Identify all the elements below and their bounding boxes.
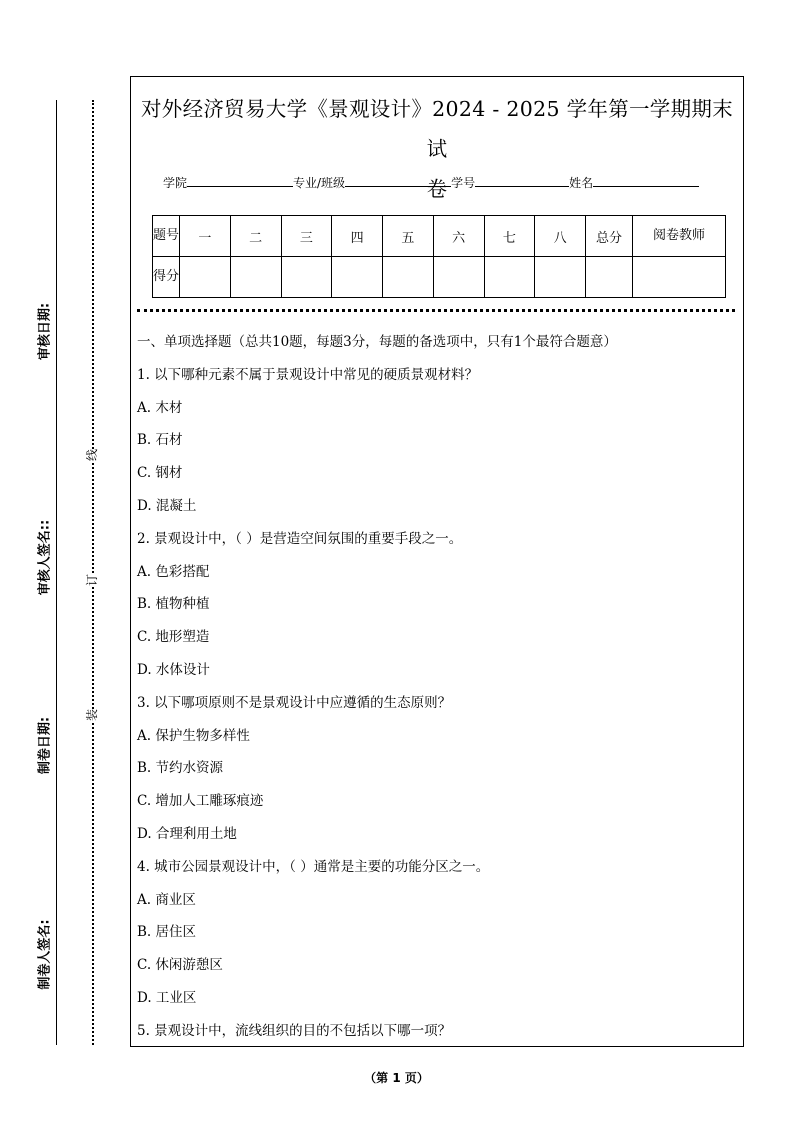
q4-option-a: A. 商业区 xyxy=(137,891,196,908)
reviewer-sign-label: 审核人签名:: xyxy=(37,519,53,596)
major-class-field[interactable] xyxy=(345,174,451,187)
col-8: 八 xyxy=(535,216,586,257)
col-5: 五 xyxy=(383,216,434,257)
exam-title xyxy=(131,89,743,209)
q1-option-b: B. 石材 xyxy=(137,432,183,449)
q2-option-b: B. 植物种植 xyxy=(137,596,210,613)
score-label: 得分 xyxy=(153,257,180,298)
question-2: 2. 景观设计中，（ ）是营造空间氛围的重要手段之一。 xyxy=(137,530,463,547)
score-table-score-row xyxy=(153,257,726,298)
q3-option-a: A. 保护生物多样性 xyxy=(137,727,250,744)
q1-option-a: A. 木材 xyxy=(137,399,183,416)
margin-line-left xyxy=(56,100,57,1045)
q3-option-c: C. 增加人工雕琢痕迹 xyxy=(137,793,264,810)
margin-dotted-line xyxy=(92,100,94,1045)
binding-mark-order: 订 xyxy=(85,573,100,587)
col-7: 七 xyxy=(484,216,535,257)
page-number: （第 1 页） xyxy=(364,1071,429,1085)
score-cell-6[interactable] xyxy=(433,257,484,298)
score-cell-3[interactable] xyxy=(281,257,332,298)
q3-option-b: B. 节约水资源 xyxy=(137,760,224,777)
question-number-label: 题号 xyxy=(153,216,180,257)
exam-frame xyxy=(130,76,744,1047)
q4-option-d: D. 工业区 xyxy=(137,989,197,1006)
q2-option-a: A. 色彩搭配 xyxy=(137,563,210,580)
col-4: 四 xyxy=(332,216,383,257)
score-cell-5[interactable] xyxy=(383,257,434,298)
student-id-field[interactable] xyxy=(475,174,569,187)
score-cell-total[interactable] xyxy=(586,257,633,298)
q1-option-c: C. 钢材 xyxy=(137,465,183,482)
section-divider xyxy=(137,309,735,312)
maker-date-label: 制卷日期: xyxy=(37,716,53,775)
name-field[interactable] xyxy=(593,174,699,187)
score-table xyxy=(152,215,726,298)
score-cell-1[interactable] xyxy=(180,257,231,298)
exam-title-line1: 对外经济贸易大学《景观设计》2024 - 2025 学年第一学期期末试 xyxy=(140,97,734,161)
q2-option-c: C. 地形塑造 xyxy=(137,629,210,646)
name-label: 姓名 xyxy=(569,176,594,190)
question-5: 5. 景观设计中，流线组织的目的不包括以下哪一项？ xyxy=(137,1022,452,1039)
q2-option-d: D. 水体设计 xyxy=(137,661,210,678)
score-cell-grader[interactable] xyxy=(633,257,726,298)
exam-title-line2: 卷 xyxy=(426,177,448,201)
binding-mark-line: 线 xyxy=(85,448,100,462)
question-section xyxy=(137,330,737,1052)
student-info-row xyxy=(163,174,699,191)
score-cell-7[interactable] xyxy=(484,257,535,298)
student-id-label: 学号 xyxy=(451,176,476,190)
reviewer-date-label: 审核日期: xyxy=(37,302,53,361)
score-cell-4[interactable] xyxy=(332,257,383,298)
score-cell-8[interactable] xyxy=(535,257,586,298)
score-cell-2[interactable] xyxy=(230,257,281,298)
col-3: 三 xyxy=(281,216,332,257)
q3-option-d: D. 合理利用土地 xyxy=(137,825,237,842)
question-3: 3. 以下哪项原则不是景观设计中应遵循的生态原则？ xyxy=(137,694,452,711)
col-2: 二 xyxy=(230,216,281,257)
q1-option-d: D. 混凝土 xyxy=(137,497,197,514)
score-table-header-row xyxy=(153,216,726,257)
q4-option-c: C. 休闲游憩区 xyxy=(137,957,223,974)
college-label: 学院 xyxy=(163,176,188,190)
binding-mark-bind: 装 xyxy=(85,708,100,722)
maker-sign-label: 制卷人签名: xyxy=(37,919,53,990)
col-total: 总分 xyxy=(586,216,633,257)
question-4: 4. 城市公园景观设计中，（ ）通常是主要的功能分区之一。 xyxy=(137,858,490,875)
question-1: 1. 以下哪种元素不属于景观设计中常见的硬质景观材料？ xyxy=(137,366,479,383)
college-field[interactable] xyxy=(187,174,293,187)
col-grader: 阅卷教师 xyxy=(633,216,726,257)
major-class-label: 专业/班级 xyxy=(293,176,346,190)
section-heading: 一、单项选择题（总共10题，每题3分，每题的备选项中，只有1个最符合题意） xyxy=(137,334,617,350)
q4-option-b: B. 居住区 xyxy=(137,924,197,941)
col-6: 六 xyxy=(433,216,484,257)
col-1: 一 xyxy=(180,216,231,257)
